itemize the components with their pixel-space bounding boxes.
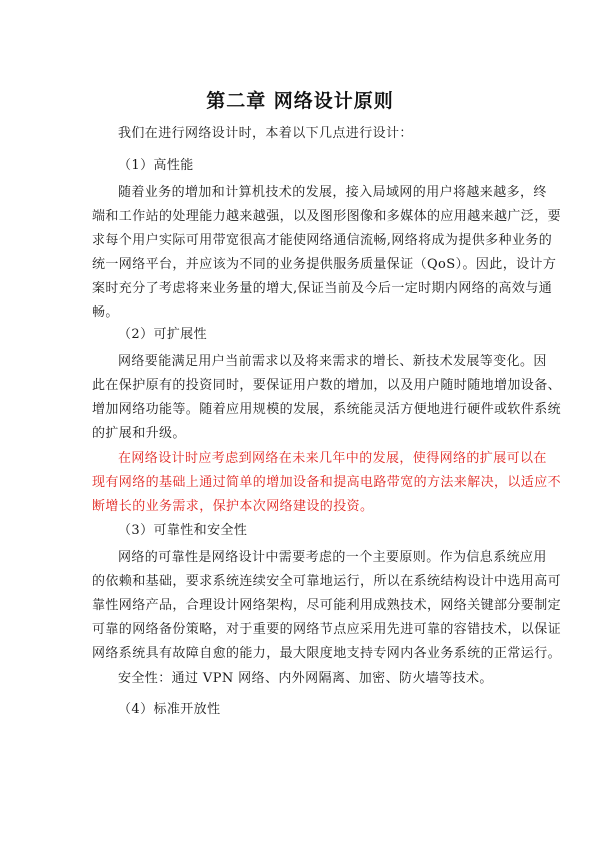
highlighted-paragraph-line: 在网络设计时应考虑到网络在未来几年中的发展，使得网络的扩展可以在 — [118, 451, 547, 466]
paragraph-line: 案时充分了考虑将来业务量的增大,保证当前及今后一定时期内网络的高效与通 — [92, 281, 553, 296]
paragraph-line: 端和工作站的处理能力越来越强，以及图形图像和多媒体的应用越来越广泛，要 — [92, 209, 562, 224]
paragraph-line: 可靠的网络备份策略，对于重要的网络节点应采用先进可靠的容错技术，以保证 — [92, 622, 562, 637]
paragraph-line: 网络要能满足用户当前需求以及将来需求的增长、新技术发展等变化。因 — [118, 354, 547, 369]
paragraph-line: 畅。 — [92, 305, 119, 320]
section-heading-reliability: （3）可靠性和安全性 — [118, 523, 248, 538]
paragraph-line: 网络的可靠性是网络设计中需要考虑的一个主要原则。作为信息系统应用 — [118, 550, 547, 565]
highlighted-paragraph-line: 断增长的业务需求，保护本次网络建设的投资。 — [92, 499, 374, 514]
paragraph-line: 网络系统具有故障自愈的能力，最大限度地支持专网内各业务系统的正常运行。 — [92, 646, 562, 661]
page-title: 第二章 网络设计原则 — [206, 90, 394, 112]
paragraph-line: 统一网络平台，并应该为不同的业务提供服务质量保证（QoS）。因此，设计方 — [92, 257, 557, 272]
paragraph-line: 此在保护原有的投资同时，要保证用户数的增加，以及用户随时随地增加设备、 — [92, 378, 562, 393]
highlighted-paragraph-line: 现有网络的基础上通过简单的增加设备和提高电路带宽的方法来解决，以适应不 — [92, 475, 562, 490]
paragraph-line: 随着业务的增加和计算机技术的发展，接入局域网的用户将越来越多，终 — [118, 185, 547, 200]
paragraph-line: 靠性网络产品，合理设计网络架构，尽可能利用成熟技术，网络关键部分要制定 — [92, 598, 562, 613]
section-heading-openness: （4）标准开放性 — [118, 702, 221, 717]
paragraph-line: 的扩展和升级。 — [92, 426, 186, 441]
paragraph-line: 增加网络功能等。随着应用规模的发展，系统能灵活方便地进行硬件或软件系统 — [92, 402, 562, 417]
paragraph-line: 的依赖和基础，要求系统连续安全可靠地运行，所以在系统结构设计中选用高可 — [92, 574, 562, 589]
section-heading-performance: （1）高性能 — [118, 158, 194, 173]
intro-text: 我们在进行网络设计时，本着以下几点进行设计： — [118, 126, 413, 141]
section-heading-scalability: （2）可扩展性 — [118, 327, 208, 342]
paragraph-line: 求每个用户实际可用带宽很高才能使网络通信流畅,网络将成为提供多种业务的 — [92, 233, 553, 248]
security-line: 安全性：通过 VPN 网络、内外网隔离、加密、防火墙等技术。 — [118, 671, 493, 686]
